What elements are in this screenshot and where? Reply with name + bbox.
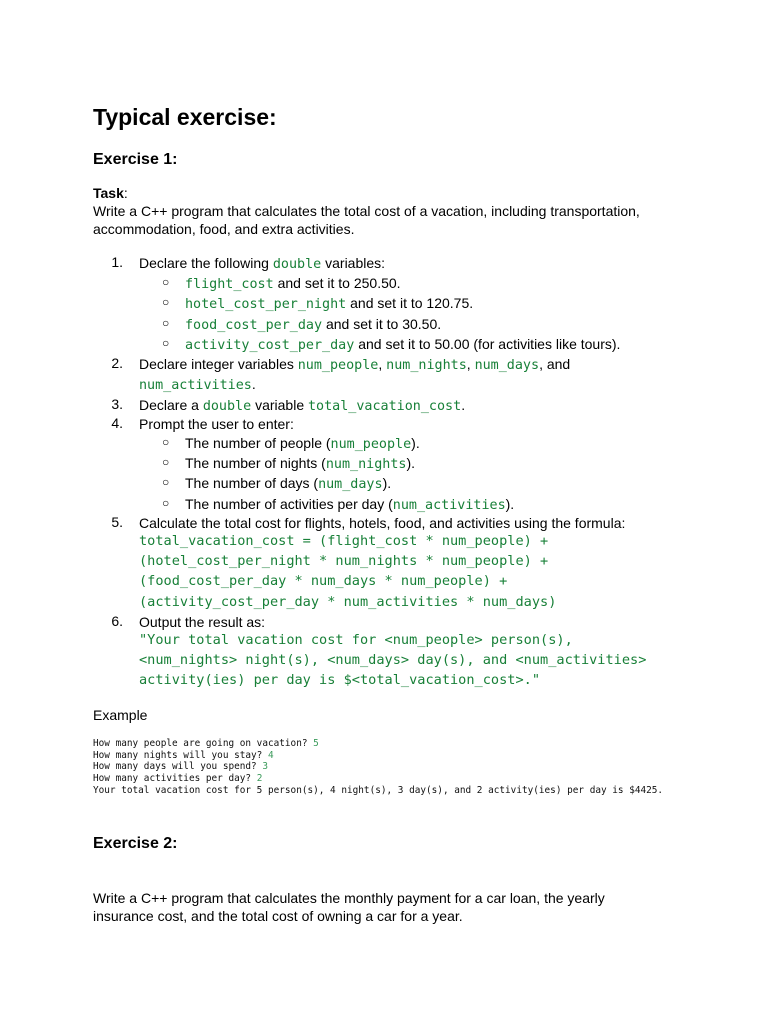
console-line (93, 738, 663, 750)
console-input: 3 (262, 761, 268, 773)
step-6-text: Output the result as: (139, 614, 266, 630)
console-prompt: How many people are going on vacation? (93, 738, 314, 749)
formula-line-2: (hotel_cost_per_night * num_nights * num_people) + (139, 553, 549, 569)
step-1-code: double (272, 257, 322, 272)
task-label-line (93, 184, 128, 202)
step-3-number: 3. (111, 396, 123, 412)
bullet-circle-icon: ○ (162, 295, 170, 309)
bullet-circle-icon: ○ (162, 316, 170, 330)
item-code: hotel_cost_per_night (185, 297, 347, 312)
output-line-2: <num_nights> night(s), <num_days> day(s), and <num_activities> (139, 652, 647, 668)
step-1-item-1 (185, 274, 401, 294)
console-input: 4 (267, 749, 274, 761)
item-pre: The number of people ( (185, 435, 331, 451)
exercise2-heading: Exercise 2: (93, 835, 178, 852)
step-4-item-1 (185, 434, 420, 454)
step-4-number: 4. (111, 415, 123, 431)
console-input: 2 (256, 773, 263, 785)
step-1-post: variables: (321, 255, 386, 271)
bullet-circle-icon: ○ (162, 455, 170, 469)
step-3-text (139, 396, 465, 416)
code-num-nights: num_nights (386, 358, 467, 373)
console-line (93, 785, 663, 797)
item-code: num_nights (325, 457, 407, 472)
item-pre: The number of nights ( (185, 455, 326, 471)
console-prompt: How many days will you spend? (93, 761, 263, 773)
formula-line-1: total_vacation_cost = (flight_cost * num_people) + (139, 533, 549, 549)
step-3-pre: Declare a (139, 397, 203, 413)
step-4-text: Prompt the user to enter: (139, 416, 294, 432)
separator: , (466, 356, 475, 372)
step-2-text-line2 (139, 375, 256, 395)
separator: , and (539, 356, 571, 372)
bullet-circle-icon: ○ (162, 496, 170, 510)
console-line (93, 773, 663, 785)
page-title: Typical exercise: (93, 104, 277, 130)
formula-line-4: (activity_cost_per_day * num_activities * num_days) (139, 594, 557, 610)
step-2-number: 2. (111, 355, 123, 371)
bullet-circle-icon: ○ (162, 275, 170, 289)
task-description-line1: Write a C++ program that calculates the total cost of a vacation, including transportation, (93, 203, 640, 219)
code-num-activities: num_activities (139, 378, 252, 393)
period: . (461, 397, 466, 413)
item-pre: The number of activities per day ( (185, 496, 393, 512)
step-3-mid: variable (251, 397, 308, 413)
step-5-text: Calculate the total cost for flights, hotels, food, and activities using the formula: (139, 515, 626, 531)
exercise2-line2: insurance cost, and the total cost of owning a car for a year. (93, 908, 463, 924)
step-1-item-2 (185, 294, 473, 314)
item-post: ). (411, 435, 420, 451)
bullet-circle-icon: ○ (162, 435, 170, 449)
item-code: activity_cost_per_day (185, 338, 355, 353)
item-text: and set it to 30.50. (322, 316, 442, 332)
period: . (251, 376, 256, 392)
separator: , (378, 356, 387, 372)
step-1-pre: Declare the following (139, 255, 273, 271)
item-post: ). (382, 475, 392, 491)
example-label: Example (93, 707, 148, 723)
exercise2-line1: Write a C++ program that calculates the monthly payment for a car loan, the yearly (93, 890, 605, 906)
console-output (93, 738, 663, 797)
task-colon: : (123, 185, 128, 201)
item-code: num_activities (392, 498, 506, 513)
item-code: num_people (330, 437, 412, 452)
code-total-vacation-cost: total_vacation_cost (308, 399, 462, 414)
console-line (93, 761, 663, 773)
code-double: double (202, 399, 252, 414)
step-1-text (139, 254, 385, 274)
item-text: and set it to 250.50. (273, 275, 401, 291)
code-num-days: num_days (474, 358, 540, 373)
item-code: num_days (318, 477, 383, 492)
step-1-item-3 (185, 315, 441, 335)
item-pre: The number of days ( (185, 475, 319, 491)
item-text: and set it to 120.75. (346, 295, 474, 311)
console-input: 5 (313, 738, 319, 749)
bullet-circle-icon: ○ (162, 475, 170, 489)
step-1-item-4 (185, 335, 620, 355)
step-5-number: 5. (111, 514, 123, 530)
item-code: flight_cost (185, 277, 274, 292)
console-result: Your total vacation cost for 5 person(s), 4 night(s), 3 day(s), and 2 activity(ies) per day is $4425. (93, 784, 664, 796)
output-line-3: activity(ies) per day is $<total_vacation_cost>." (139, 672, 541, 688)
step-2-text-line1 (139, 355, 570, 375)
step-1-number: 1. (111, 254, 123, 270)
step-4-item-3 (185, 474, 391, 494)
step-4-item-2 (185, 454, 415, 474)
task-description-line2: accommodation, food, and extra activities. (93, 221, 355, 237)
item-text: and set it to 50.00 (for activities like tours). (354, 336, 621, 352)
bullet-circle-icon: ○ (162, 336, 170, 350)
console-prompt: How many activities per day? (93, 773, 257, 785)
step-4-item-4 (185, 495, 514, 515)
step-2-pre: Declare integer variables (139, 356, 298, 372)
task-label: Task (93, 185, 124, 201)
console-line (93, 750, 663, 762)
item-post: ). (406, 455, 416, 471)
item-code: food_cost_per_day (185, 318, 323, 333)
formula-line-3: (food_cost_per_day * num_days * num_people) + (139, 573, 508, 589)
item-post: ). (505, 496, 515, 512)
code-num-people: num_people (297, 358, 379, 373)
exercise1-heading: Exercise 1: (93, 151, 178, 168)
console-prompt: How many nights will you stay? (93, 749, 268, 761)
output-line-1: "Your total vacation cost for <num_people> person(s), (139, 632, 573, 648)
step-6-number: 6. (111, 613, 123, 629)
